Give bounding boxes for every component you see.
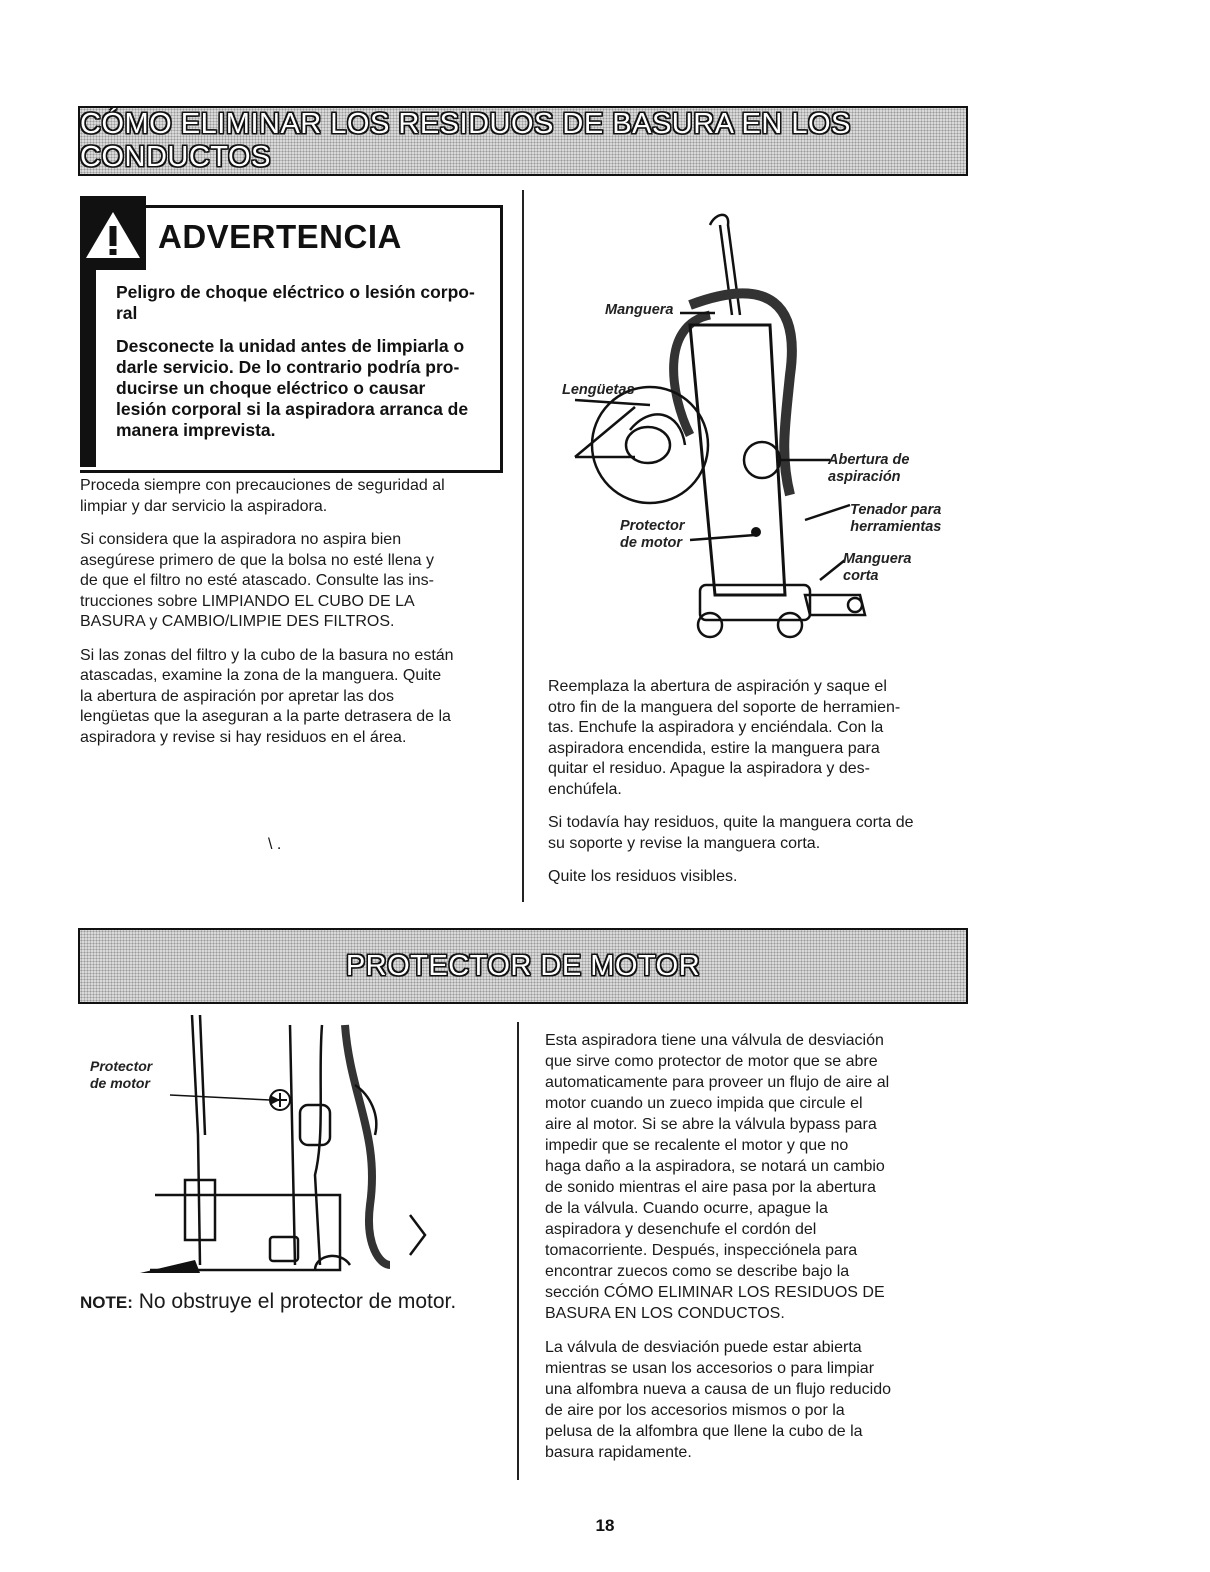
label-protector: Protector de motor: [620, 518, 685, 551]
motor-protector-illustration: [140, 1015, 440, 1280]
column-divider: [517, 1022, 519, 1480]
label-abertura: Abertura de aspiración: [828, 452, 910, 485]
vacuum-illustration: [540, 195, 960, 655]
page-number: 18: [595, 1516, 615, 1535]
right-column-text: Reemplaza la abertura de aspiración y saque el otro fin de la manguera del soporte de herramien- tas. Enchufe la aspiradora y enciéndala. Con la aspiradora encendida, estire la manguera para quitar el residuo. Apague la aspiradora y des- enchúfela. Si todavía hay residuos, quite la manguera corta de su soporte y revise la manguera corta. Quite los residuos visibles.: [548, 678, 914, 885]
label-lenguetas: Lengüetas: [562, 382, 635, 398]
motor-column-text: Esta aspiradora tiene una válvula de desviación que sirve como protector de motor que se abre automaticamente para proveer un flujo de aire al motor cuando un zueco impida que circule el aire al motor. Si se abre la válvula bypass para impedir que se recalente el motor y que no haga daño a la aspiradora, se notará un cambio de sonido mientras el aire pasa por la abertura de la válvula. Cuando ocurre, apague la aspiradora y desenchufe el cordón del tomacorriente. Después, inspecciónela para encontrar zuecos como se describe bajo la sección CÓMO ELIMINAR LOS RESIDUOS DE BASURA EN LOS CONDUCTOS. La válvula de desviación puede estar abierta mientras se usan los accesorios o para limpiar una alfombra nueva a causa de un flujo reducido de aire por los accesorios mismos o por la pelusa de la alfombra que llene la cubo de la basura rapidamente.: [545, 1032, 892, 1461]
column-divider: [522, 190, 524, 902]
warning-icon: [80, 196, 146, 270]
label-manguera: Manguera: [605, 302, 674, 318]
warning-icon-bg: [80, 196, 146, 270]
section-title: PROTECTOR DE MOTOR: [345, 949, 701, 982]
section-title-banner: [78, 106, 968, 176]
section-title-banner: [78, 928, 968, 1004]
left-column-text: Proceda siempre con precauciones de seguridad al limpiar y dar servicio la aspiradora. Si considera que la aspiradora no aspira bien asegúrese primero de que la bolsa no esté llena y de que el filtro no esté atascado. Consulte las ins- trucciones sobre LIMPIANDO EL CUBO DE LA BASURA y CAMBIO/LIMPIE DES FILTROS. Si las zonas del filtro y la cubo de la basura no están atascadas, examine la zona de la manguera. Quite la abertura de aspiración por apretar las dos lengüetas que la aseguran a la parte detrasera de la aspiradora y revise si hay residuos en el área.: [80, 477, 454, 746]
stray-mark: \ .: [268, 836, 282, 853]
label-tenador: Tenador para herramientas: [850, 502, 942, 535]
note: NOTE: No obstruye el protector de motor.: [80, 1290, 457, 1313]
label-protector-motor: Protector de motor: [90, 1058, 153, 1091]
warning-text: Peligro de choque eléctrico o lesión corpo- ral Desconecte la unidad antes de limpiarla o darle servicio. De lo contrario podría pro- ducirse un choque eléctrico o causar lesión corporal si la aspiradora arranca de manera imprevista.: [116, 282, 475, 440]
section-title: CÓMO ELIMINAR LOS RESIDUOS DE BASURA EN LOS CONDUCTOS: [80, 108, 851, 173]
label-manguera-corta: Manguera corta: [843, 551, 912, 584]
warning-title: ADVERTENCIA: [158, 218, 402, 255]
